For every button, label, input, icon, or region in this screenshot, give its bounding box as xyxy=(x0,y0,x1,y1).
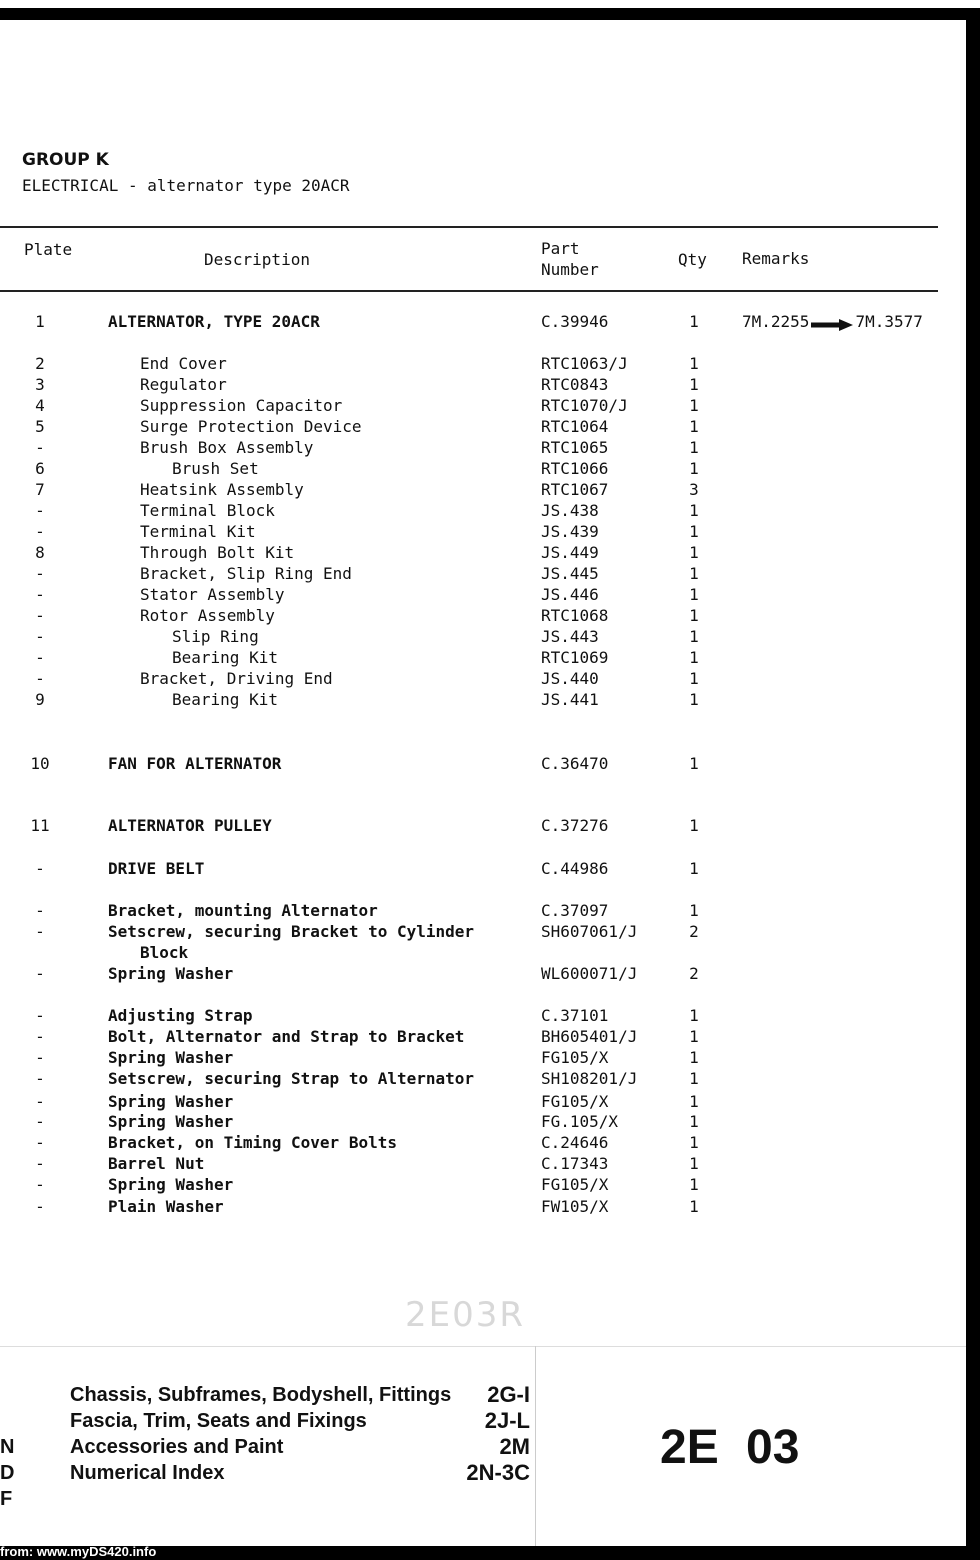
quantity: 1 xyxy=(689,1048,699,1067)
part-description: DRIVE BELT xyxy=(108,859,205,878)
part-number: RTC1063/J xyxy=(541,354,628,373)
plate-number: 4 xyxy=(35,396,45,415)
part-description: Terminal Kit xyxy=(140,522,256,541)
plate-number: 6 xyxy=(35,459,45,478)
footer-divider xyxy=(0,1346,966,1347)
part-description: Barrel Nut xyxy=(108,1154,205,1173)
quantity: 1 xyxy=(689,522,699,541)
quantity: 1 xyxy=(689,690,699,709)
quantity: 1 xyxy=(689,1027,699,1046)
part-number: FG.105/X xyxy=(541,1112,619,1131)
part-number: RTC0843 xyxy=(541,375,609,394)
plate-number: - xyxy=(35,1133,45,1152)
col-part-header-line1: Part xyxy=(541,239,580,258)
part-number: C.36470 xyxy=(541,754,609,773)
part-description: Bracket, mounting Alternator xyxy=(108,901,378,920)
part-description: ALTERNATOR PULLEY xyxy=(108,816,272,835)
part-description: Spring Washer xyxy=(108,1092,234,1111)
quantity: 1 xyxy=(689,459,699,478)
quantity: 1 xyxy=(689,543,699,562)
plate-number: - xyxy=(35,1197,45,1216)
quantity: 1 xyxy=(689,606,699,625)
source-watermark: from: www.myDS420.info xyxy=(0,1544,157,1559)
quantity: 1 xyxy=(689,1133,699,1152)
plate-number: - xyxy=(35,859,45,878)
part-number: RTC1064 xyxy=(541,417,609,436)
remarks xyxy=(742,312,923,332)
quantity: 2 xyxy=(689,964,699,983)
quantity: 1 xyxy=(689,1092,699,1111)
part-number: RTC1069 xyxy=(541,648,609,667)
part-number: WL600071/J xyxy=(541,964,638,983)
plate-number: - xyxy=(35,964,45,983)
part-description: Stator Assembly xyxy=(140,585,285,604)
quantity: 1 xyxy=(689,648,699,667)
plate-number: - xyxy=(35,606,45,625)
plate-number: - xyxy=(35,1069,45,1088)
part-number: RTC1065 xyxy=(541,438,609,457)
part-number: C.17343 xyxy=(541,1154,609,1173)
quantity: 2 xyxy=(689,922,699,941)
remark-from: 7M.2255 xyxy=(742,312,810,331)
page-frame-top xyxy=(0,8,980,20)
part-number: SH108201/J xyxy=(541,1069,638,1088)
part-number: JS.438 xyxy=(541,501,599,520)
plate-number: - xyxy=(35,1112,45,1131)
part-description: Bearing Kit xyxy=(172,690,278,709)
plate-number: - xyxy=(35,627,45,646)
header-bottom-rule xyxy=(0,290,938,292)
part-number: JS.443 xyxy=(541,627,599,646)
part-number: C.37276 xyxy=(541,816,609,835)
quantity: 1 xyxy=(689,312,699,331)
part-number: FG105/X xyxy=(541,1092,609,1111)
part-description: Terminal Block xyxy=(140,501,275,520)
plate-number: - xyxy=(35,501,45,520)
plate-number: - xyxy=(35,901,45,920)
part-description: Rotor Assembly xyxy=(140,606,275,625)
plate-number: 9 xyxy=(35,690,45,709)
index-label: Accessories and Paint xyxy=(70,1436,284,1458)
plate-number: 2 xyxy=(35,354,45,373)
quantity: 1 xyxy=(689,501,699,520)
right-arrow-icon xyxy=(811,316,853,328)
part-number: SH607061/J xyxy=(541,922,638,941)
part-description: FAN FOR ALTERNATOR xyxy=(108,754,282,773)
part-description: Setscrew, securing Strap to Alternator xyxy=(108,1069,475,1088)
quantity: 1 xyxy=(689,901,699,920)
remark-to: 7M.3577 xyxy=(855,312,923,331)
part-description: Setscrew, securing Bracket to Cylinder xyxy=(108,922,475,941)
part-description: Heatsink Assembly xyxy=(140,480,304,499)
plate-number: 5 xyxy=(35,417,45,436)
plate-number: 7 xyxy=(35,480,45,499)
index-label: Numerical Index xyxy=(70,1462,225,1484)
part-description-continuation: Block xyxy=(140,943,189,962)
part-number: JS.441 xyxy=(541,690,599,709)
part-description: Adjusting Strap xyxy=(108,1006,253,1025)
quantity: 1 xyxy=(689,585,699,604)
index-code: 2N-3C xyxy=(466,1460,530,1485)
plate-number: - xyxy=(35,1027,45,1046)
quantity: 1 xyxy=(689,564,699,583)
group-subtitle: ELECTRICAL - alternator type 20ACR xyxy=(22,176,350,195)
quantity: 1 xyxy=(689,816,699,835)
page-frame-right xyxy=(966,8,980,1560)
part-number: JS.445 xyxy=(541,564,599,583)
quantity: 1 xyxy=(689,627,699,646)
quantity: 1 xyxy=(689,1006,699,1025)
plate-number: - xyxy=(35,438,45,457)
part-description: Spring Washer xyxy=(108,1175,234,1194)
index-label: Fascia, Trim, Seats and Fixings xyxy=(70,1410,367,1432)
part-description: Bracket, Slip Ring End xyxy=(140,564,352,583)
index-label: Chassis, Subframes, Bodyshell, Fittings xyxy=(70,1384,452,1406)
side-letter: F xyxy=(0,1488,13,1510)
index-code: 2G-I xyxy=(487,1382,530,1407)
part-number: BH605401/J xyxy=(541,1027,638,1046)
part-number: FG105/X xyxy=(541,1048,609,1067)
index-code: 2M xyxy=(499,1434,530,1459)
plate-number: - xyxy=(35,669,45,688)
plate-number: - xyxy=(35,1175,45,1194)
col-qty-header: Qty xyxy=(678,250,707,269)
part-description: Spring Washer xyxy=(108,964,234,983)
part-number: FW105/X xyxy=(541,1197,609,1216)
plate-number: - xyxy=(35,1092,45,1111)
side-letter: N xyxy=(0,1436,15,1458)
part-description: Regulator xyxy=(140,375,227,394)
part-number: JS.446 xyxy=(541,585,599,604)
plate-number: - xyxy=(35,1048,45,1067)
part-description: Bearing Kit xyxy=(172,648,278,667)
quantity: 1 xyxy=(689,1154,699,1173)
part-number: C.44986 xyxy=(541,859,609,878)
plate-number: 1 xyxy=(35,312,45,331)
part-description: Surge Protection Device xyxy=(140,417,362,436)
part-description: ALTERNATOR, TYPE 20ACR xyxy=(108,312,320,331)
part-description: Brush Set xyxy=(172,459,259,478)
plate-number: - xyxy=(35,648,45,667)
col-plate-header: Plate xyxy=(24,240,73,259)
quantity: 1 xyxy=(689,438,699,457)
fiche-number: 2E 03 xyxy=(660,1421,800,1474)
quantity: 1 xyxy=(689,1112,699,1131)
group-title: GROUP K xyxy=(22,150,109,170)
quantity: 1 xyxy=(689,375,699,394)
part-number: C.37097 xyxy=(541,901,609,920)
plate-number: 8 xyxy=(35,543,45,562)
quantity: 1 xyxy=(689,396,699,415)
plate-number: 3 xyxy=(35,375,45,394)
header-top-rule xyxy=(0,226,938,228)
part-description: Bracket, Driving End xyxy=(140,669,333,688)
quantity: 1 xyxy=(689,754,699,773)
part-number: C.37101 xyxy=(541,1006,609,1025)
col-remarks-header: Remarks xyxy=(742,249,810,268)
index-code: 2J-L xyxy=(484,1408,530,1433)
part-description: Slip Ring xyxy=(172,627,259,646)
plate-number: 10 xyxy=(30,754,50,773)
part-number: RTC1070/J xyxy=(541,396,628,415)
part-description: Suppression Capacitor xyxy=(140,396,343,415)
side-letter: D xyxy=(0,1462,15,1484)
faded-stamp: 2E03R xyxy=(405,1295,526,1335)
plate-number: - xyxy=(35,1006,45,1025)
quantity: 1 xyxy=(689,669,699,688)
quantity: 1 xyxy=(689,859,699,878)
col-part-header-line2: Number xyxy=(541,260,599,279)
quantity: 1 xyxy=(689,417,699,436)
part-number: RTC1067 xyxy=(541,480,609,499)
part-description: Brush Box Assembly xyxy=(140,438,314,457)
quantity: 1 xyxy=(689,1197,699,1216)
plate-number: - xyxy=(35,564,45,583)
part-description: Spring Washer xyxy=(108,1112,234,1131)
part-number: JS.449 xyxy=(541,543,599,562)
part-number: JS.439 xyxy=(541,522,599,541)
part-number: C.39946 xyxy=(541,312,609,331)
plate-number: - xyxy=(35,522,45,541)
part-number: JS.440 xyxy=(541,669,599,688)
plate-number: 11 xyxy=(30,816,50,835)
part-description: Bolt, Alternator and Strap to Bracket xyxy=(108,1027,465,1046)
part-number: RTC1068 xyxy=(541,606,609,625)
part-description: Spring Washer xyxy=(108,1048,234,1067)
plate-number: - xyxy=(35,922,45,941)
quantity: 3 xyxy=(689,480,699,499)
quantity: 1 xyxy=(689,1069,699,1088)
part-number: RTC1066 xyxy=(541,459,609,478)
col-description-header: Description xyxy=(204,250,310,269)
quantity: 1 xyxy=(689,354,699,373)
plate-number: - xyxy=(35,1154,45,1173)
part-description: End Cover xyxy=(140,354,227,373)
part-number: C.24646 xyxy=(541,1133,609,1152)
part-number: FG105/X xyxy=(541,1175,609,1194)
quantity: 1 xyxy=(689,1175,699,1194)
footer-column-divider xyxy=(535,1346,536,1546)
part-description: Through Bolt Kit xyxy=(140,543,295,562)
part-description: Plain Washer xyxy=(108,1197,224,1216)
plate-number: - xyxy=(35,585,45,604)
part-description: Bracket, on Timing Cover Bolts xyxy=(108,1133,397,1152)
